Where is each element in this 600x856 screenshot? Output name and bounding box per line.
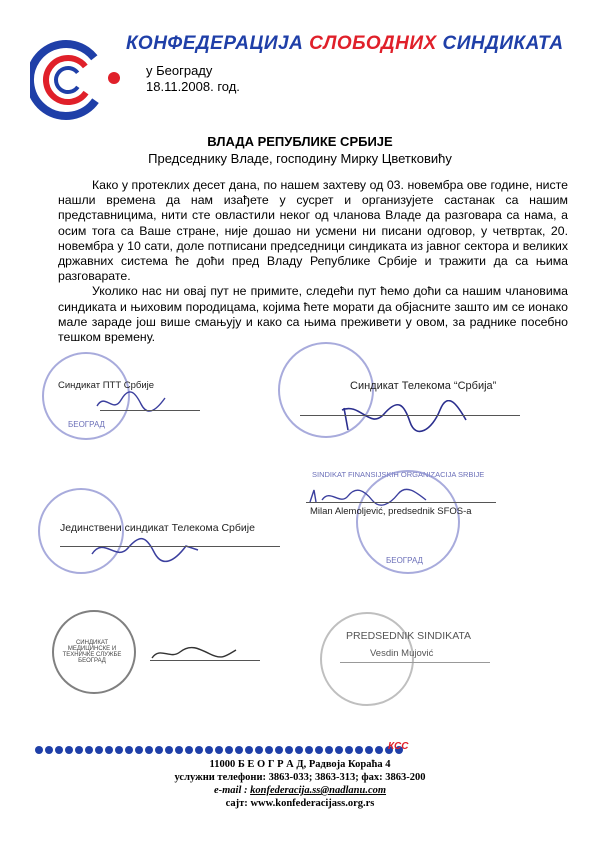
signature-label-sfos: Milan Alemoljević, predsednik SFOS-a [310, 506, 472, 517]
org-name-part3: СИНДИКАТА [442, 33, 564, 54]
organization-name [126, 33, 596, 55]
signature-jedinstveni-icon [90, 534, 200, 564]
signature-header-sfos: SINDIKAT FINANSIJSKIH ORGANIZACIJA SRBIJE [312, 470, 485, 479]
org-name-part2: СЛОБОДНИХ [309, 33, 437, 54]
footer-address [0, 758, 600, 771]
signature-title-predsednik: PREDSEDNIK SINDIKATA [346, 630, 472, 642]
signature-line [306, 502, 496, 503]
signature-telekom-icon [340, 400, 470, 434]
footer-phones: услужни телефони: 3863-033; 3863-313; фах: 3863-200 [174, 772, 426, 783]
paragraph: Уколико нас ни овај пут не примите, следећи пут ћемо доћи са нашим члановима синдиката и њиховим породицама, којима ћете морати да објасните зашто им се ионако мале зараде још више смањују и како са њима преживети у овом, за раднике посебно тешком времену. [58, 284, 568, 345]
letter-place: у Београду [146, 63, 213, 78]
signature-label-jedinstveni: Јединствени синдикат Телекома Србије [60, 522, 255, 534]
stamp-text-medical: СИНДИКАТ МЕДИЦИНСКЕ И ТЕХНИЧКЕ СЛУЖБЕ БЕОГРАД [62, 640, 122, 664]
footer-street: Радвоја Кораћа 4 [308, 759, 391, 770]
signature-name-predsednik: Vesdin Mujović [370, 648, 434, 659]
signature-line [60, 546, 280, 547]
paragraph: Како у протеклих десет дана, по нашем захтеву од 03. новембра ове године, нисте нашли времена да нам изађете у сусрет и организујете састанак са нашим представницима, нити сте овластили неког од чланова Владе да разговара са нама, а осим тога са Ваше стране, није дошао ни усмени ни писани одговор, у четвртак, 20. новембра у 10 сати, доле потписани председници синдиката из јавног сектора и великих државних система ће доћи пред Владу Републике Србије и тражити да са њима разговарате. [58, 178, 568, 284]
footer-email-line [0, 784, 600, 797]
footer-site-link[interactable]: www.konfederacijass.org.rs [250, 798, 375, 809]
letter-date: 18.11.2008. год. [146, 79, 240, 94]
signature-label-telekom: Синдикат Телекома “Србија” [350, 380, 497, 392]
stamp-predsednik [320, 612, 414, 706]
footer [0, 758, 600, 810]
letter-body [58, 178, 568, 345]
footer-dots-divider-icon [34, 745, 434, 755]
footer-mark: КСС [388, 741, 409, 752]
stamp-text-sfos: БЕОГРАД [386, 556, 423, 565]
signature-ptt-icon [95, 388, 175, 416]
place-date [146, 63, 240, 95]
recipient-title: ВЛАДА РЕПУБЛИКЕ СРБИЈЕ [207, 134, 393, 149]
footer-site-line [0, 797, 600, 810]
footer-site-label: сајт: [225, 798, 248, 809]
org-name-part1: КОНФЕДЕРАЦИЈА [126, 33, 304, 54]
signature-sfos-icon [306, 486, 446, 508]
signature-medical-icon [150, 640, 240, 666]
signature-line [340, 662, 490, 663]
recipient-subtitle: Председнику Владе, господину Мирку Цветковићу [148, 151, 452, 166]
signature-line [150, 660, 260, 661]
footer-city: 11000 Б Е О Г Р А Д, [209, 759, 307, 770]
stamp-text-ptt: БЕОГРАД [68, 420, 105, 429]
signature-line [300, 415, 520, 416]
signature-line [100, 410, 200, 411]
confederation-logo-icon [30, 38, 130, 122]
signature-label-ptt: Синдикат ПТТ Србије [58, 380, 155, 391]
footer-email-label: e-mail : [213, 785, 248, 796]
footer-email-link[interactable]: konfederacija.ss@nadlanu.com [250, 785, 387, 796]
